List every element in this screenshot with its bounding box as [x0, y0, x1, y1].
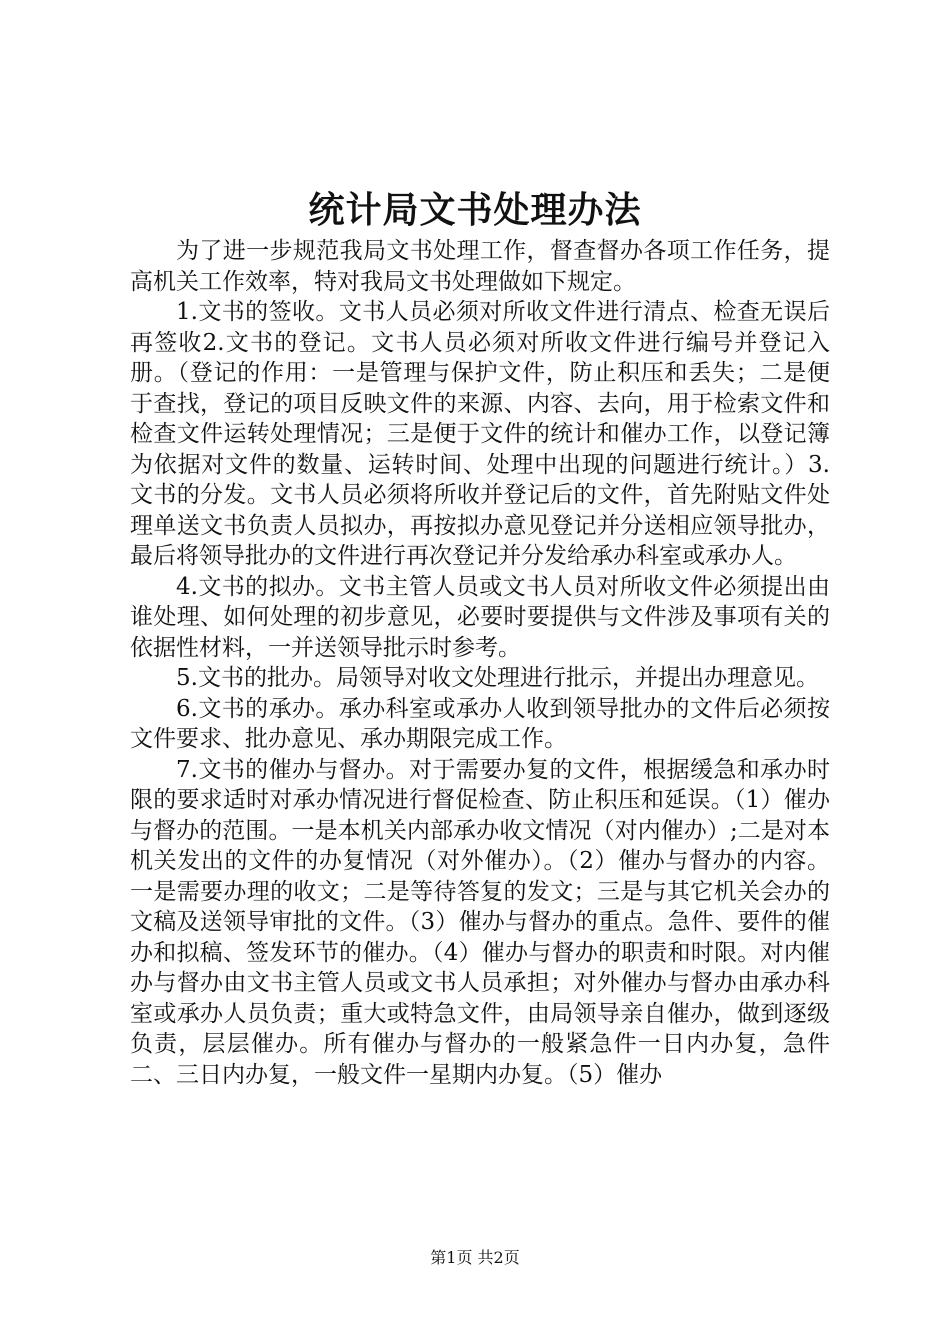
paragraph-handling: 6.文书的承办。承办科室或承办人收到领导批办的文件后必须按文件要求、批办意见、承办期限完成工作。	[130, 695, 830, 752]
paragraph-drafting: 4.文书的拟办。文书主管人员或文书人员对所收文件必须提出由谁处理、如何处理的初步意见，必要时要提供与文件涉及事项有关的依据性材料，一并送领导批示时参考。	[130, 573, 830, 661]
document-title: 统计局文书处理办法	[308, 189, 642, 231]
paragraph-approval: 5.文书的批办。局领导对收文处理进行批示，并提出办理意见。	[176, 665, 819, 691]
document-body	[130, 236, 830, 1090]
paragraph-supervision: 7.文书的催办与督办。对于需要办复的文件，根据缓急和承办时限的要求适时对承办情况进行督促检查、防止积压和延误。（1）催办与督办的范围。一是本机关内部承办收文情况（对内催办）;二是对本机关发出的文件的办复情况（对外催办）。（2）催办与督办的内容。一是需要办理的收文；二是等待答复的发文；三是与其它机关会办的文稿及送领导审批的文件。（3）催办与督办的重点。急件、要件的催办和拟稿、签发环节的催办。（4）催办与督办的职责和时限。对内催办与督办由文书主管人员或文书人员承担；对外催办与督办由承办科室或承办人员负责；重大或特急文件，由局领导亲自催办，做到逐级负责，层层催办。所有催办与督办的一般紧急件一日内办复，急件二、三日内办复，一般文件一星期内办复。（5）催办	[130, 756, 830, 1088]
paragraph-sign-register-distribute: 1.文书的签收。文书人员必须对所收文件进行清点、检查无误后再签收2.文书的登记。文书人员必须对所收文件进行编号并登记入册。（登记的作用：一是管理与保护文件，防止积压和丢失；二是便于查找，登记的项目反映文件的来源、内容、去向，用于检索文件和检查文件运转处理情况；三是便于文件的统计和催办工作，以登记簿为依据对文件的数量、运转时间、处理中出现的问题进行统计。）3.文书的分发。文书人员必须将所收并登记后的文件，首先附贴文件处理单送文书负责人员拟办，再按拟办意见登记并分送相应领导批办，最后将领导批办的文件进行再次登记并分发给承办科室或承办人。	[130, 299, 830, 569]
paragraph-intro: 为了进一步规范我局文书处理工作，督查督办各项工作任务，提高机关工作效率，特对我局文书处理做如下规定。	[130, 238, 830, 295]
page-footer: 第1页 共2页	[430, 1248, 520, 1267]
